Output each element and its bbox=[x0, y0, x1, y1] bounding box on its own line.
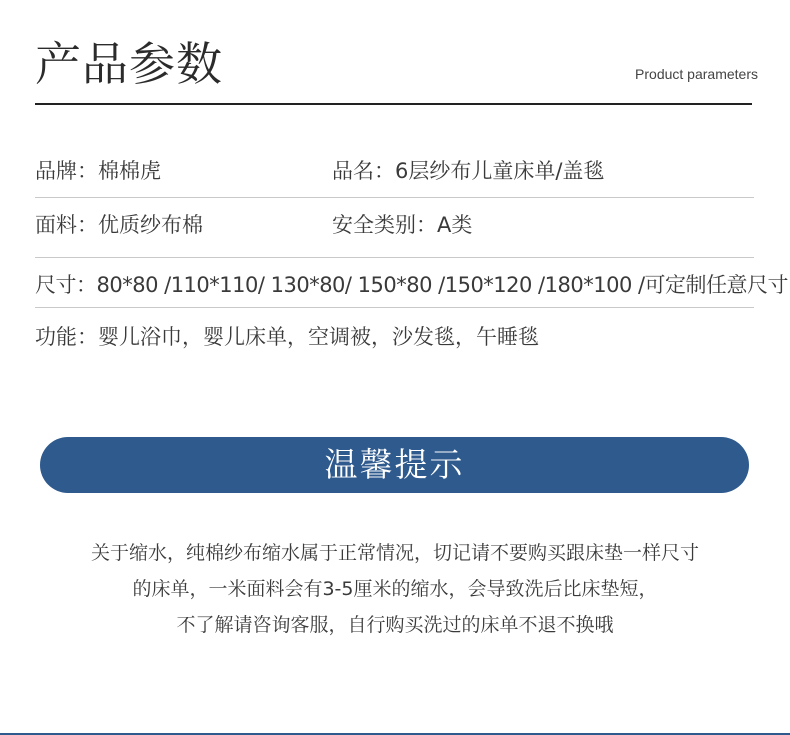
row-divider bbox=[35, 307, 754, 308]
param-size: 尺寸：80*80 /110*110/ 130*80/ 150*80 /150*120 /180*100 /可定制任意尺寸 bbox=[35, 273, 789, 297]
tips-banner: 温馨提示 bbox=[40, 437, 749, 493]
param-product-name: 品名：6层纱布儿童床单/盖毯 bbox=[332, 159, 605, 183]
param-brand: 品牌：棉棉虎 bbox=[35, 159, 161, 183]
title-divider bbox=[35, 103, 752, 105]
param-safety: 安全类别：A类 bbox=[332, 213, 473, 237]
page-title: 产品参数 bbox=[35, 37, 223, 91]
tip-line: 不了解请咨询客服，自行购买洗过的床单不退不换哦 bbox=[176, 614, 614, 636]
param-fabric: 面料：优质纱布棉 bbox=[35, 213, 203, 237]
param-function: 功能：婴儿浴巾，婴儿床单，空调被，沙发毯，午睡毯 bbox=[35, 325, 539, 349]
page-subtitle: Product parameters bbox=[635, 66, 758, 82]
row-divider bbox=[35, 257, 754, 258]
tip-line: 的床单，一米面料会有3-5厘米的缩水，会导致洗后比床垫短， bbox=[132, 578, 658, 600]
row-divider bbox=[35, 197, 754, 198]
tip-line: 关于缩水，纯棉纱布缩水属于正常情况，切记请不要购买跟床垫一样尺寸 bbox=[90, 542, 699, 564]
